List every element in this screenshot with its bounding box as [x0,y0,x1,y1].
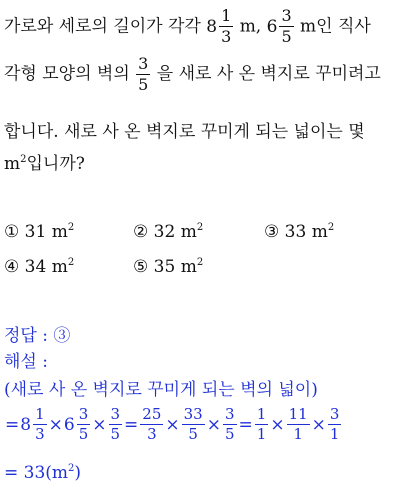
option-4[interactable]: ④ 34 $m^2$ [4,257,75,277]
question-line-2 [4,56,381,93]
fraction: $\frac{3}{5}$ [138,54,149,94]
answer-label: 정답 : ③ [4,326,71,346]
question-text: 가로와 세로의 길이가 각각 [4,16,201,37]
height-mixed-number: 6 $\frac{3}{5}$ [266,6,292,46]
question-text: 을 새로 사 온 벽지로 꾸미려고 [156,64,381,84]
unit-text: m, [239,16,262,37]
width-mixed-number: 8 $\frac{1}{3}$ [206,6,232,46]
question-line-4: $m^2$입니까? [4,154,85,174]
question-text: m인 직사 [300,16,371,37]
question-text: 각형 모양의 벽의 [4,64,130,84]
explanation-label: 해설 : [4,352,48,372]
question-line-3: 합니다. 새로 사 온 벽지로 꾸미게 되는 넓이는 몇 [4,122,365,142]
option-1[interactable]: ① 31 $m^2$ [4,222,75,242]
explanation-result: = $33(m^2)$ [4,463,82,483]
option-2[interactable]: ② 32 $m^2$ [133,222,204,242]
question-line-1 [4,8,371,45]
explanation-paren: (새로 사 온 벽지로 꾸미게 되는 벽의 넓이) [4,380,318,400]
option-3[interactable]: ③ 33 $m^2$ [264,222,335,242]
explanation-equation: = 8 $\frac{1}{3}$ × 6 $\frac{3}{5}$ × $\frac{3}{5}$ = $\frac{25}{3}$ × $\frac{33}{5}$ × $\frac{3}{5}$ = $\frac{1}{1}$ × $\frac{11}{1}$ × $\frac{3}{1}$ [5,405,340,443]
option-5[interactable]: ⑤ 35 $m^2$ [133,257,204,277]
